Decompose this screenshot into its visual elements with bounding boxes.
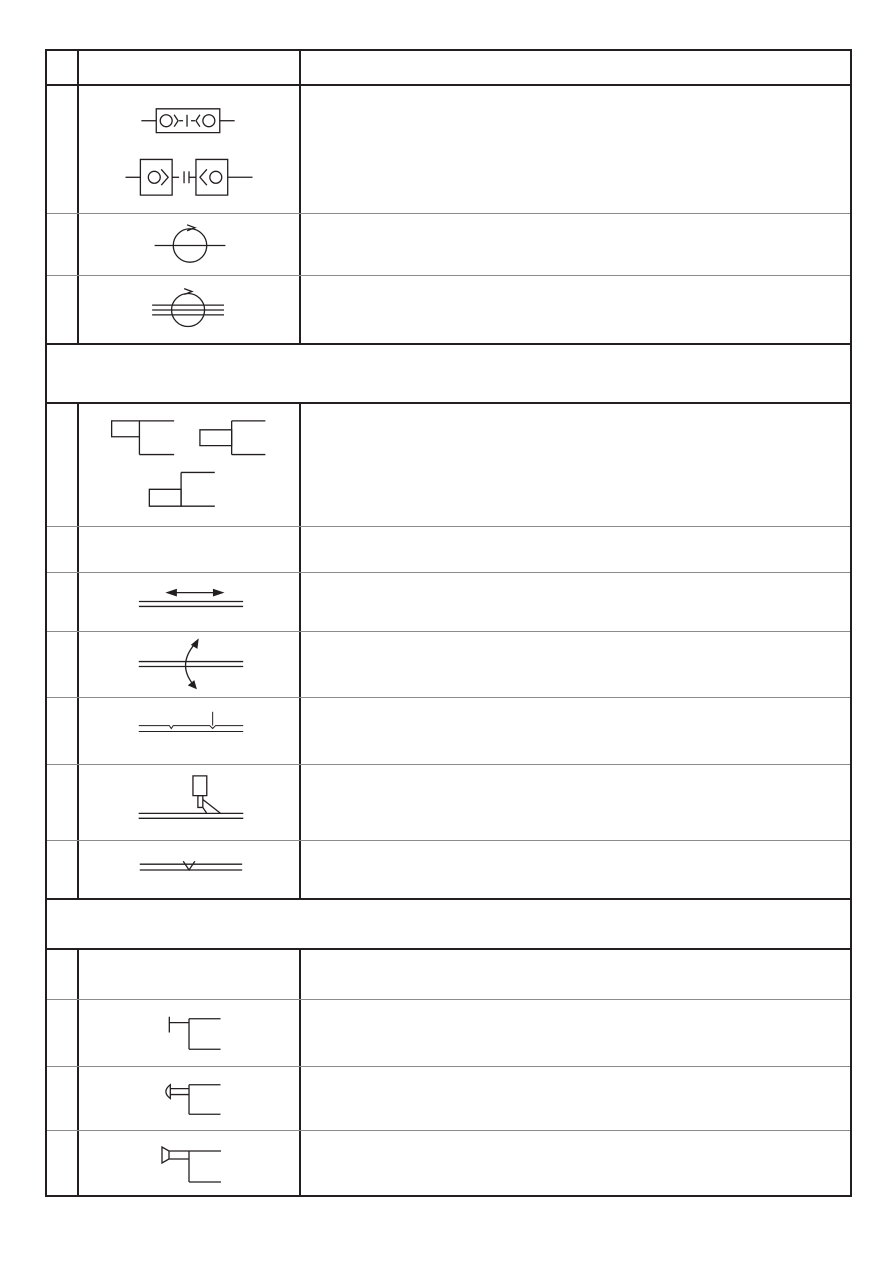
row-number [47,950,79,999]
row-description [301,950,850,999]
row-description [301,1067,850,1130]
header-number [47,51,79,84]
sensor-on-line-icon [79,765,301,840]
table-row [47,276,850,345]
row-number [47,1000,79,1066]
row-description [301,527,850,572]
table-row [47,1131,850,1197]
row-description [301,404,850,526]
rotation-double-line-icon [79,276,301,343]
row-symbol-cell [79,950,301,999]
connector-symbol-icon [79,86,301,213]
table-row [47,632,850,698]
table-row [47,841,850,900]
row-symbol-cell [79,276,301,343]
table-row [47,765,850,841]
row-number [47,214,79,275]
row-number [47,86,79,213]
section-title [47,900,850,948]
table-row [47,1000,850,1067]
row-symbol-cell [79,841,301,898]
row-number [47,404,79,526]
row-symbol-cell [79,698,301,764]
rotation-symbol-icon [79,214,301,275]
table-row [47,86,850,214]
row-symbol-cell [79,527,301,572]
row-description [301,765,850,840]
row-description [301,276,850,343]
row-number [47,1131,79,1197]
row-symbol-cell [79,573,301,631]
row-symbol-cell [79,86,301,213]
row-symbol-cell [79,404,301,526]
rotational-movement-icon [79,632,301,697]
symbol-table [45,49,852,1197]
linear-movement-icon [79,573,301,631]
row-number [47,765,79,840]
countersunk-fastener-icon [79,1131,301,1197]
row-symbol-cell [79,214,301,275]
table-row [47,527,850,573]
table-row [47,404,850,527]
row-number [47,573,79,631]
section-header [47,345,850,404]
row-description [301,841,850,898]
row-description [301,1131,850,1197]
table-header-row [47,51,850,86]
header-description [301,51,850,84]
table-row [47,950,850,1000]
section-title [47,345,850,402]
row-symbol-cell [79,765,301,840]
row-symbol-cell [79,632,301,697]
row-description [301,214,850,275]
section-header [47,900,850,950]
row-description [301,698,850,764]
row-number [47,841,79,898]
table-row [47,573,850,632]
table-row [47,698,850,765]
row-number [47,276,79,343]
round-head-fastener-icon [79,1067,301,1130]
header-symbol [79,51,301,84]
row-number [47,632,79,697]
table-row [47,1067,850,1131]
row-description [301,1000,850,1066]
row-description [301,632,850,697]
table-row [47,214,850,276]
row-number [47,1067,79,1130]
v-groove-icon [79,841,301,898]
flat-head-fastener-icon [79,1000,301,1066]
row-number [47,698,79,764]
row-symbol-cell [79,1131,301,1197]
marking-icon [79,698,301,764]
bracket-variants-icon [79,404,301,526]
row-description [301,573,850,631]
row-number [47,527,79,572]
row-symbol-cell [79,1000,301,1066]
row-symbol-cell [79,1067,301,1130]
row-description [301,86,850,213]
